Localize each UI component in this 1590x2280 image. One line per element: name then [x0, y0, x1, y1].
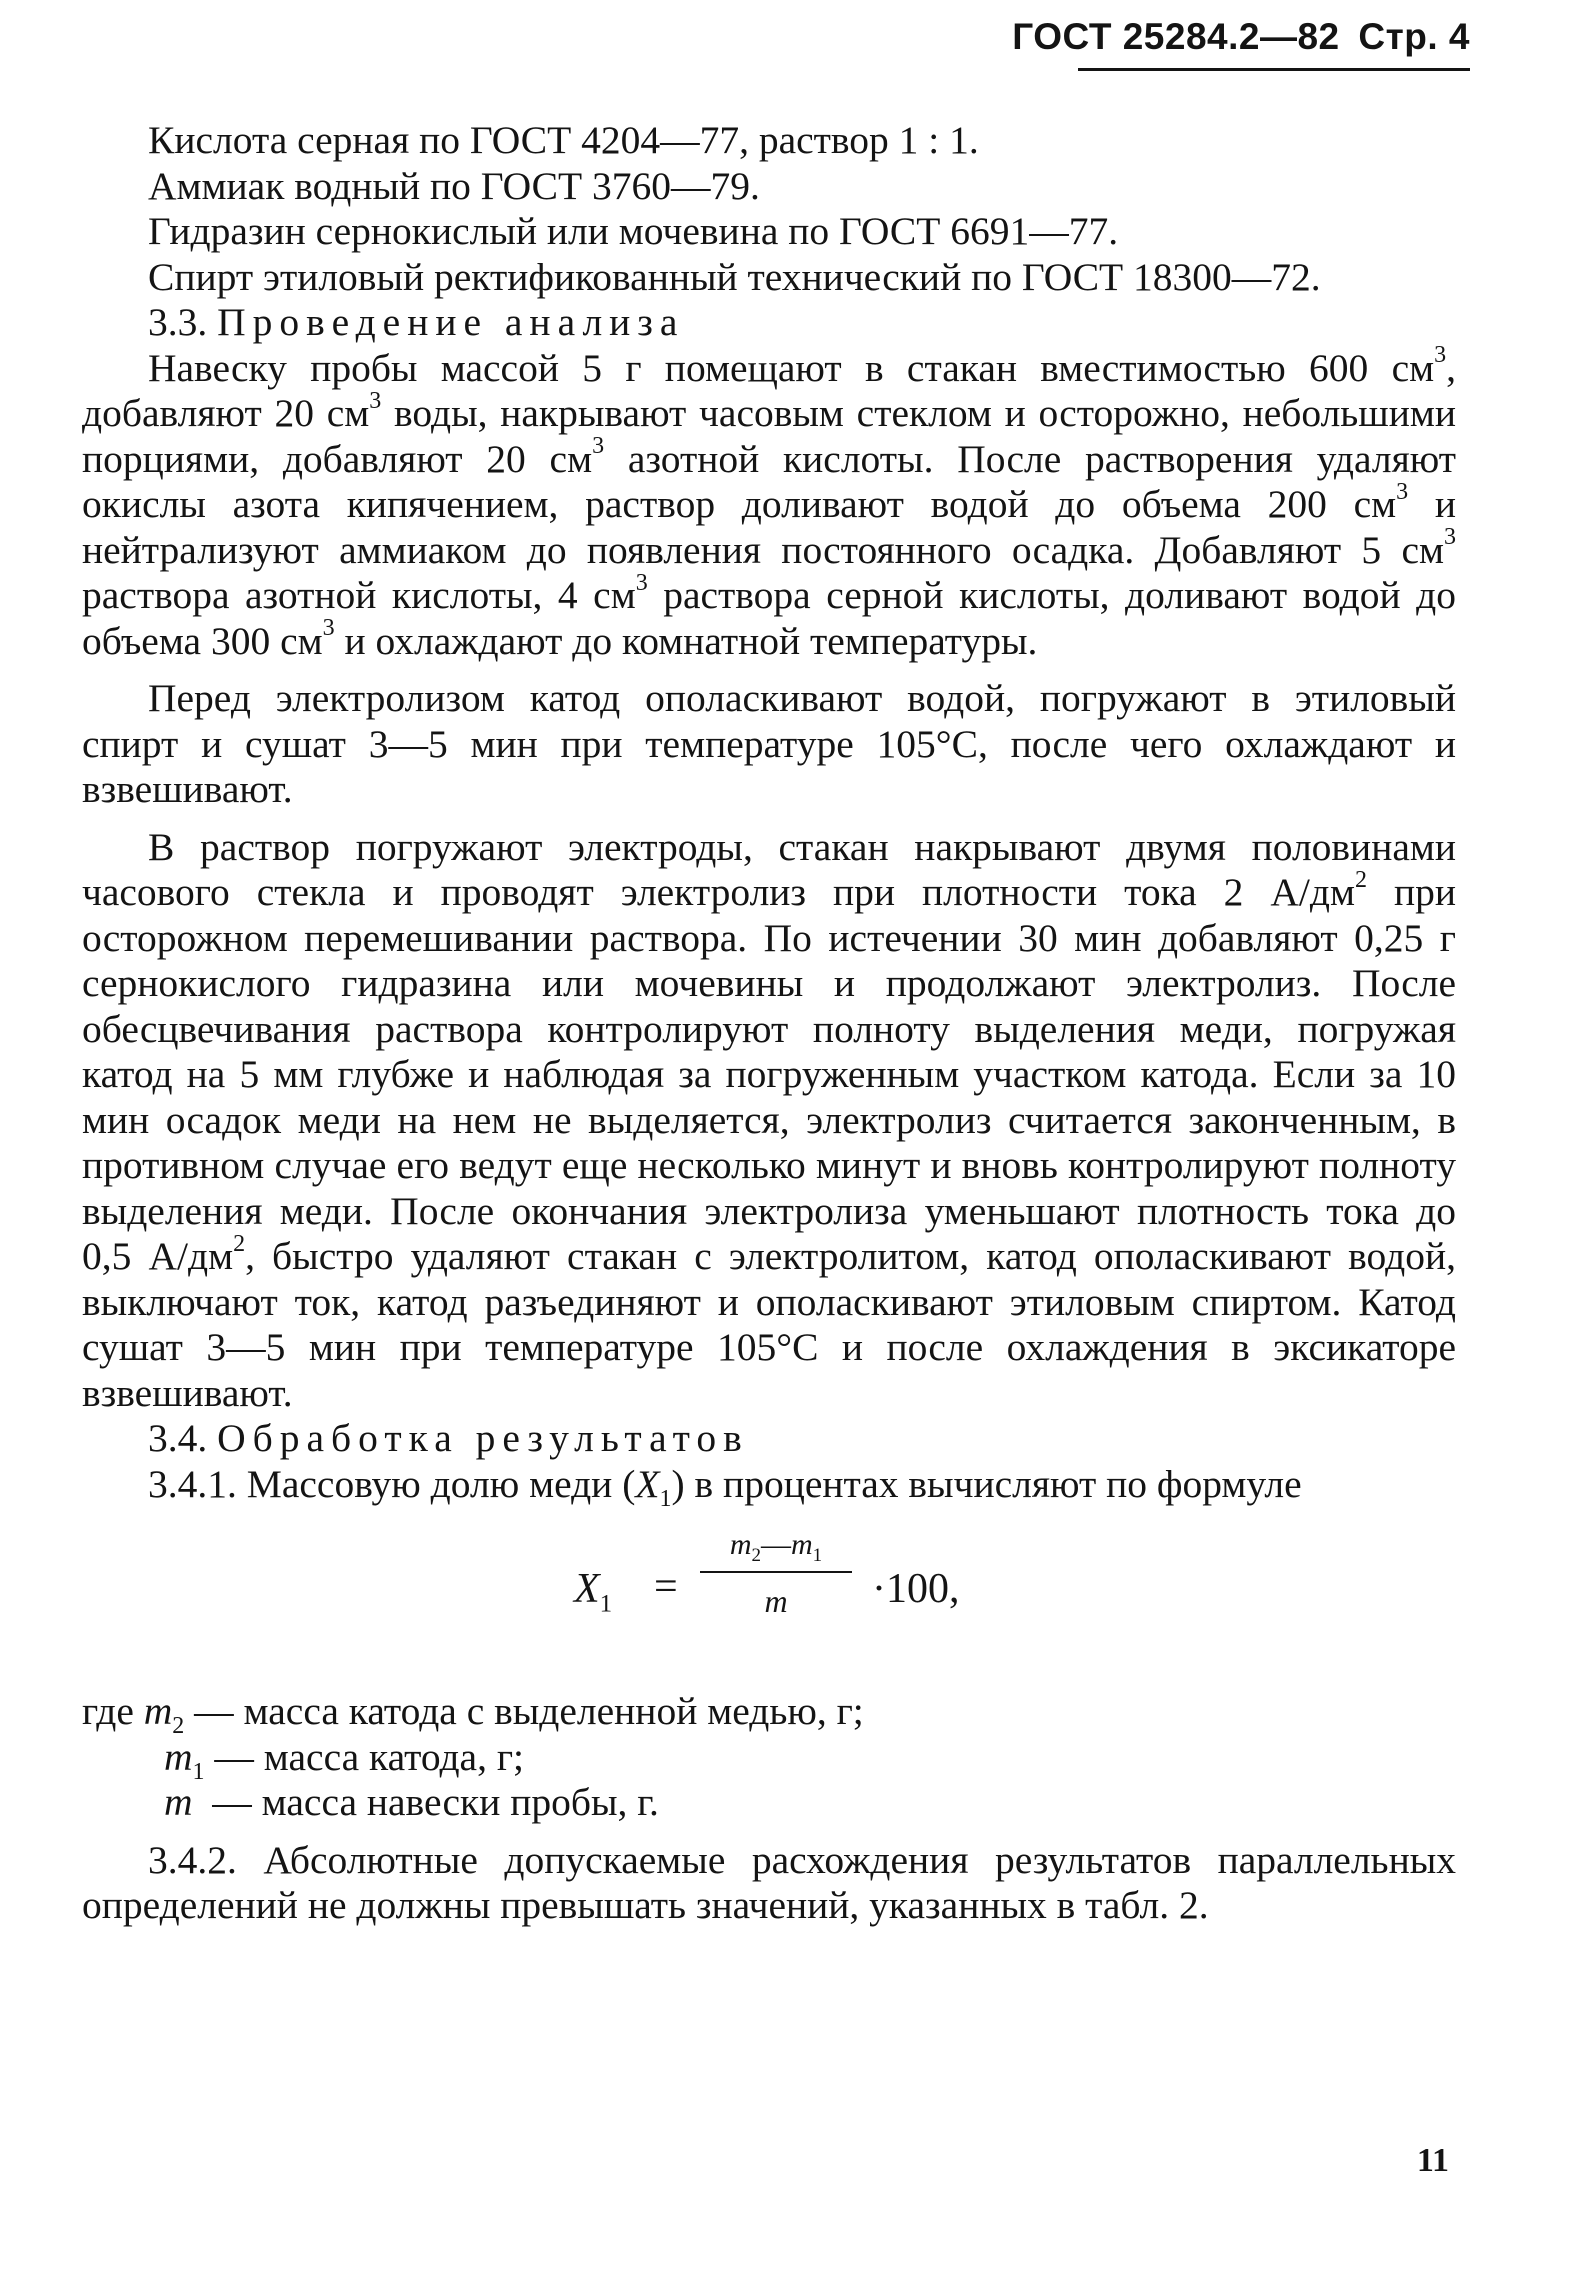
formula-multiplier: ·100,	[872, 1566, 960, 1612]
footer-page-number: 11	[1416, 2142, 1449, 2179]
formula-fraction-bar	[700, 1571, 852, 1573]
formula-denominator: m	[764, 1583, 788, 1619]
standard-code: ГОСТ 25284.2—82	[1012, 16, 1340, 57]
formula	[82, 1525, 1456, 1673]
page-header	[1012, 16, 1470, 58]
formula-equals: =	[654, 1564, 678, 1610]
section-heading-3-3	[82, 300, 1456, 346]
paragraph-cathode-prep: Перед электролизом катод ополаскивают водой, погружают в этиловый спирт и сушат 3—5 мин при температуре 105°С, после чего охлаждают и взвешивают.	[82, 676, 1456, 811]
formula-numerator: $m_2—m_1$	[729, 1528, 823, 1566]
reagent-line: Спирт этиловый ректификованный технический по ГОСТ 18300—72.	[148, 254, 1321, 299]
definition-row: где $m_2$ — масса катода с выделенной медью, г;	[82, 1689, 864, 1739]
page-label: Стр.	[1358, 16, 1439, 57]
section-heading-3-4	[82, 1416, 1456, 1462]
formula-fraction	[692, 1525, 860, 1621]
formula-lhs: $X_1$	[574, 1566, 613, 1618]
section-number: 3.3.	[148, 300, 208, 344]
reagent-line: Аммиак водный по ГОСТ 3760—79.	[148, 163, 760, 208]
paragraph-electrolysis: В раствор погружают электроды, стакан накрывают двумя половинами часового стекла и проводят электролиз при плотности тока 2 $А/дм^2$ при осторожном перемешивании раствора. По истечении 30 мин добавляют 0,25 г сернокислого гидразина или мочевины и продолжают электролиз. После обесцвечивания раствора контролируют полноту выделения меди, погружая катод на 5 мм глубже и наблюдая за погруженным участком катода. Если за 10 мин осадок меди на нем не выделяется, электролиз считается законченным, в противном случае его ведут еще несколько минут и вновь контролируют полноту выделения меди. После окончания электролиза уменьшают плотность тока до 0,5 $А/дм^2$, быстро удаляют стакан с электролитом, катод ополаскивают водой, выключают ток, катод разъединяют и ополаскивают этиловым спиртом. Катод сушат 3—5 мин при температуре 105°С и после охлаждения в эксикаторе взвешивают.	[82, 824, 1457, 1415]
paragraph-3-4-1: 3.4.1. Массовую долю меди $(X_1)$ в процентах вычисляют по формуле	[148, 1461, 1302, 1512]
reagent-line: Кислота серная по ГОСТ 4204—77, раствор 1 : 1.	[148, 118, 979, 162]
paragraph-3-4-2: 3.4.2. Абсолютные допускаемые расхождения результатов параллельных определений не должны превышать значений, указанных в табл. 2.	[82, 1837, 1456, 1927]
section-title: Обработка результатов	[217, 1416, 749, 1460]
paragraph-sample-prep: Навеску пробы массой 5 г помещают в стакан вместимостью 600 $см^3$, добавляют 20 $см^3$ воды, накрывают часовым стеклом и осторожно, небольшими порциями, добавляют 20 $см^3$ азотной кислоты. После растворения удаляют окислы азота кипячением, раствор доливают водой до объема 200 $см^3$ и нейтрализуют аммиаком до появления постоянного осадка. Добавляют 5 $см^3$ раствора азотной кислоты, 4 $см^3$ раствора серной кислоты, доливают водой до объема 300 $см^3$ и охлаждают до комнатной температуры.	[82, 342, 1456, 663]
section-number: 3.4.	[148, 1416, 208, 1460]
document-body	[82, 118, 1456, 1929]
definition-row: $m_1$ — масса катода, г;	[164, 1734, 525, 1785]
section-title: Проведение анализа	[217, 300, 685, 344]
page-number: 4	[1448, 16, 1470, 57]
reagent-line: Гидразин сернокислый или мочевина по ГОСТ 6691—77.	[148, 209, 1119, 253]
definition-row: m — масса навески пробы, г.	[164, 1780, 659, 1824]
header-rule	[1078, 68, 1470, 71]
variable-definitions	[82, 1689, 1456, 1826]
